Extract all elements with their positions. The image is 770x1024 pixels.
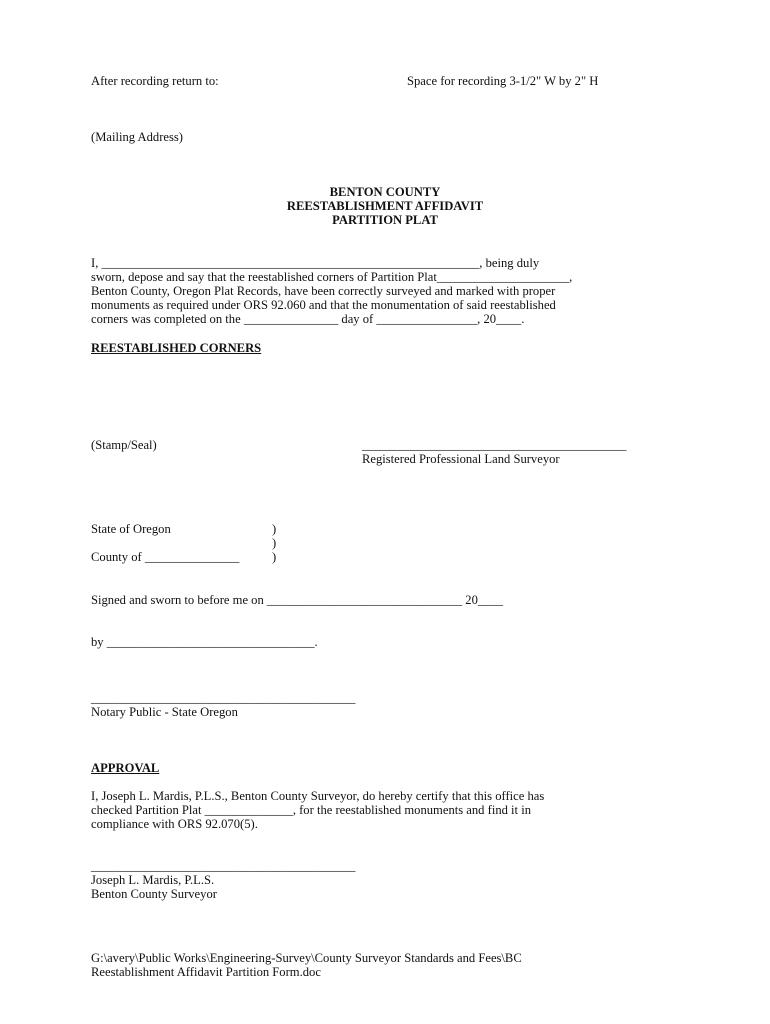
signed-sworn-line: Signed and sworn to before me on _______________________________ 20____ [91, 593, 504, 607]
title-county: BENTON COUNTY [329, 185, 441, 199]
by-line: by _________________________________. [91, 635, 318, 649]
approval-line-3: compliance with ORS 92.070(5). [91, 817, 258, 831]
stamp-seal-label: (Stamp/Seal) [91, 438, 157, 452]
venue-paren-3: ) [272, 550, 277, 564]
recording-space-label: Space for recording 3-1/2" W by 2" H [407, 74, 599, 88]
county-of-line: County of _______________ [91, 550, 240, 564]
affidavit-line-2: sworn, depose and say that the reestablished corners of Partition Plat_____________________, [91, 270, 573, 284]
title-partition-plat: PARTITION PLAT [332, 213, 438, 227]
reestablished-corners-heading: REESTABLISHED CORNERS [91, 341, 262, 355]
file-path-line-1: G:\avery\Public Works\Engineering-Survey\County Surveyor Standards and Fees\BC [91, 951, 522, 965]
affidavit-line-3: Benton County, Oregon Plat Records, have been correctly surveyed and marked with proper [91, 284, 556, 298]
approval-line-1: I, Joseph L. Mardis, P.L.S., Benton County Surveyor, do hereby certify that this office has [91, 789, 545, 803]
venue-paren-1: ) [272, 522, 277, 536]
approval-heading: APPROVAL [91, 761, 160, 775]
title-affidavit: REESTABLISHMENT AFFIDAVIT [286, 199, 484, 213]
file-path-line-2: Reestablishment Affidavit Partition Form.doc [91, 965, 321, 979]
affidavit-line-4: monuments as required under ORS 92.060 and that the monumentation of said reestablished [91, 298, 556, 312]
surveyor-signature-label: Registered Professional Land Surveyor [362, 452, 560, 466]
approval-line-2: checked Partition Plat ______________, for the reestablished monuments and find it in [91, 803, 532, 817]
notary-signature-line: __________________________________________ [91, 691, 356, 705]
county-surveyor-name: Joseph L. Mardis, P.L.S. [91, 873, 215, 887]
county-surveyor-signature-line: __________________________________________ [91, 859, 356, 873]
return-label: After recording return to: [91, 74, 219, 88]
venue-paren-2: ) [272, 536, 277, 550]
mailing-address-label: (Mailing Address) [91, 130, 183, 144]
state-of-oregon: State of Oregon [91, 522, 171, 536]
affidavit-line-1: I, ____________________________________________________________, being duly [91, 256, 540, 270]
surveyor-signature-line: __________________________________________ [362, 438, 627, 452]
county-surveyor-title: Benton County Surveyor [91, 887, 217, 901]
affidavit-line-5: corners was completed on the _______________ day of ________________, 20____. [91, 312, 525, 326]
notary-public-label: Notary Public - State Oregon [91, 705, 238, 719]
